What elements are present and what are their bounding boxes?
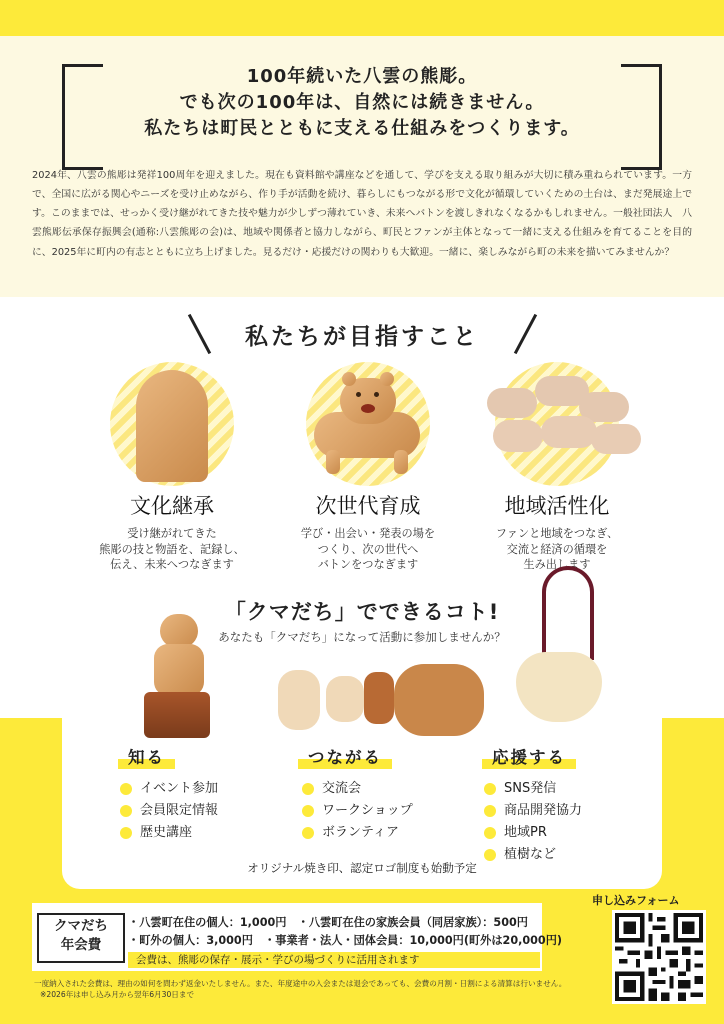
- fee-label-line: 年会費: [60, 937, 102, 953]
- goal-title: 次世代育成: [315, 494, 421, 518]
- carved-bear-image: [306, 362, 430, 486]
- bear-figurines-group-image: [278, 664, 498, 742]
- goal-desc-line: 伝え、未来へつなぎます: [110, 558, 234, 571]
- qr-label: 申し込みフォーム: [592, 894, 680, 907]
- goal-description: [80, 526, 264, 573]
- column-heading: 知る: [118, 747, 175, 769]
- kumadachi-subtitle: あなたも「クマだち」になって活動に参加しませんか？: [218, 630, 506, 644]
- support-list: [484, 778, 582, 866]
- left-bracket-decoration: [62, 64, 103, 170]
- goal-desc-line: バトンをつなぎます: [317, 558, 419, 571]
- list-item: SNS発信: [484, 778, 582, 800]
- intro-paragraph: 2024年、八雲の熊彫は発祥100周年を迎えました。現在も資料館や講座などを通して、学びを支える取り組みが大切に積み重ねられています。一方で、全国に広がる関心やニーズを受け止めながら、作り手が活動を続け、暮らしにもつながる形で文化が循環していくための土台は、まだ発展途上です。このままでは、せっかく受け継がれてきた技や魅力が少しずつ薄れていき、未来へバトンを渡しきれなくなるかもしれません。一般社団法人 八雲熊彫伝承保存振興会(通称:八雲熊彫の会)は、地域や関係者と協力しながら、町民とファンが主体となって一緒に支える仕組みを育てることを目的に、2025年に町内の有志とともに立ち上げました。見るだけ・応援だけの関わりも大歓迎。一緒に、楽しみながら町の未来を描いてみませんか？: [32, 169, 692, 258]
- list-item: 植樹など: [484, 844, 582, 866]
- headline-line: でも次の100年は、自然には続きません。: [179, 92, 545, 113]
- fee-label-line: クマだち: [54, 918, 108, 934]
- qr-code-icon[interactable]: [612, 910, 706, 1004]
- carved-bear-group-image: [495, 362, 619, 486]
- goal-desc-line: 交流と経済の循環を: [506, 542, 608, 556]
- fine-print: ※2026年は申し込み月から翌年6月30日まで: [40, 990, 195, 999]
- top-accent-bar: [0, 0, 724, 36]
- fee-line: ・八雲町在住の個人：1,000円 ・八雲町在住の家族会員（同居家族）：500円: [128, 916, 528, 929]
- goals-heading: 私たちが目指すこと: [245, 324, 479, 350]
- standing-bear-carving-image: [138, 614, 218, 742]
- list-item: ワークショップ: [302, 800, 413, 822]
- column-heading: 応援する: [482, 747, 576, 769]
- right-bracket-decoration: [621, 64, 662, 170]
- goal-desc-line: 生み出します: [523, 558, 591, 571]
- fee-line: ・町外の個人：3,000円 ・事業者・法人・団体会員：10,000円(町外は20,000円): [128, 934, 563, 947]
- column-heading: つながる: [298, 747, 392, 769]
- goal-desc-line: つくり、次の世代へ: [317, 542, 419, 556]
- goal-desc-line: 熊彫の技と物語を、記録し、: [99, 542, 245, 556]
- goal-desc-line: 学び・出会い・発表の場を: [300, 527, 436, 540]
- intro-section: [0, 36, 724, 297]
- goal-culture: [80, 362, 264, 573]
- list-item: 会員限定情報: [120, 800, 218, 822]
- annual-fee-box: [32, 903, 563, 971]
- goal-desc-line: ファンと地域をつなぎ、: [495, 527, 619, 540]
- bear-face-ornament-image: [512, 566, 612, 736]
- list-item: 歴史講座: [120, 822, 218, 844]
- list-item: 地域PR: [484, 822, 582, 844]
- list-item: イベント参加: [120, 778, 218, 800]
- headline-line: 私たちは町民とともに支える仕組みをつくります。: [144, 118, 580, 139]
- goal-description: [276, 526, 460, 573]
- goal-next-generation: [276, 362, 460, 573]
- fee-label: [37, 913, 125, 963]
- list-item: 交流会: [302, 778, 413, 800]
- know-list: [120, 778, 218, 844]
- kumadachi-heading: 「クマだち」でできるコト!: [224, 600, 500, 624]
- fee-usage-note: 会費は、熊彫の保存・展示・学びの場づくりに活用されます: [128, 952, 540, 968]
- connect-list: [302, 778, 413, 844]
- goal-desc-line: 受け継がれてきた: [127, 527, 217, 540]
- goal-title: 文化継承: [130, 494, 214, 518]
- list-item: ボランティア: [302, 822, 413, 844]
- announcement-note: オリジナル焼き印、認定ロゴ制度も始動予定: [247, 861, 477, 875]
- headline-line: 100年続いた八雲の熊彫。: [246, 66, 478, 87]
- goal-title: 地域活性化: [504, 494, 610, 518]
- fine-print: 一度納入された会費は、理由の如何を問わず返金いたしません。また、年度途中の入会または退会であっても、会費の月割・日割による清算は行いません。: [34, 979, 567, 988]
- carved-bear-block-image: [110, 362, 234, 486]
- goal-regional-revitalization: [465, 362, 649, 573]
- list-item: 商品開発協力: [484, 800, 582, 822]
- headline: [100, 64, 624, 142]
